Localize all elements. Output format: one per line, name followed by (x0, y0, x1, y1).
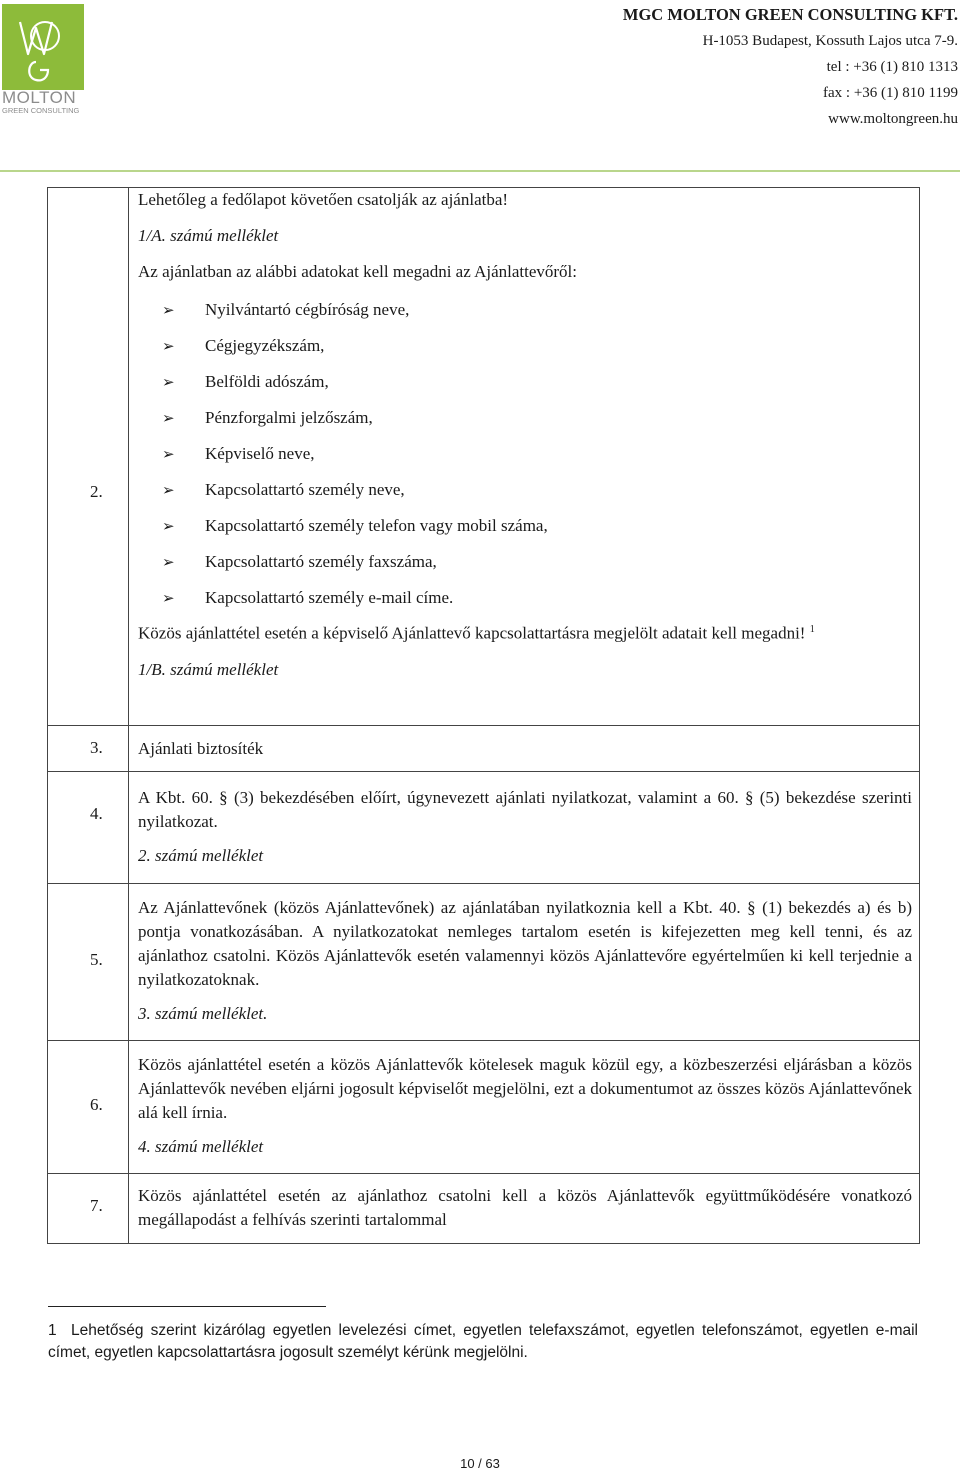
annex-reference: 1/A. számú melléklet (138, 226, 279, 245)
table-row (48, 1041, 920, 1174)
company-address: H-1053 Budapest, Kossuth Lajos utca 7-9. (702, 33, 958, 49)
requirements-table (47, 187, 920, 1244)
note-text: Lehetőleg a fedőlapot követően csatolják az ajánlatba! (138, 190, 509, 209)
company-name: MGC MOLTON GREEN CONSULTING KFT. (622, 5, 958, 24)
row-number: 4. (90, 804, 103, 823)
footnote-mark: 1 (48, 1322, 57, 1339)
annex-reference: 4. számú melléklet (138, 1137, 264, 1156)
row-content (129, 772, 920, 884)
company-fax: fax : +36 (1) 810 1199 (823, 85, 958, 101)
list-item: ➢ Cégjegyzékszám, (162, 328, 912, 364)
list-item: ➢ Kapcsolattartó személy telefon vagy mobil száma, (162, 508, 912, 544)
footnote-reference[interactable]: 1 (809, 624, 815, 635)
row-content (129, 1041, 920, 1174)
row-text: Közös ajánlattétel esetén a közös Ajánlattevők kötelesek maguk közül egy, a közbeszerzési eljárásban a közös Ajánlattevők nevében eljárni jogosult képviselőt megjelölni, ezt a dokumentumot az összes közös Ajánlattevőnek alá kell írnia. (138, 1055, 912, 1122)
logo-text: MOLTON (2, 88, 77, 107)
arrow-bullet-icon: ➢ (162, 409, 175, 427)
arrow-bullet-icon: ➢ (162, 589, 175, 607)
company-logo (0, 0, 86, 118)
arrow-bullet-icon: ➢ (162, 481, 175, 499)
row-number: 7. (90, 1196, 103, 1215)
intro-text: Az ajánlatban az alábbi adatokat kell megadni az Ajánlattevőről: (138, 262, 577, 281)
list-item: ➢ Kapcsolattartó személy faxszáma, (162, 544, 912, 580)
arrow-bullet-icon: ➢ (162, 553, 175, 571)
company-website[interactable]: www.moltongreen.hu (828, 111, 958, 127)
table-row (48, 772, 920, 884)
header-divider (0, 170, 960, 172)
table-row (48, 884, 920, 1041)
company-info (458, 2, 958, 132)
row-text: A Kbt. 60. § (3) bekezdésében előírt, úgynevezett ajánlati nyilatkozat, valamint a 60. § (5) bekezdése szerinti nyilatkozat. (138, 788, 912, 831)
table-row (48, 726, 920, 772)
annex-reference: 2. számú melléklet (138, 846, 264, 865)
row-number-cell (48, 726, 129, 772)
row-number-cell (48, 884, 129, 1041)
footnote-divider (48, 1306, 326, 1307)
arrow-bullet-icon: ➢ (162, 445, 175, 463)
footnote (48, 1320, 918, 1364)
company-tel: tel : +36 (1) 810 1313 (826, 59, 958, 75)
joint-bid-text: Közös ajánlattétel esetén a képviselő Ajánlattevő kapcsolattartásra megjelölt adatait kell megadni! $^1$ (138, 623, 815, 643)
arrow-bullet-icon: ➢ (162, 301, 175, 319)
table-row (48, 1174, 920, 1244)
arrow-bullet-icon: ➢ (162, 373, 175, 391)
row-number: 2. (90, 482, 103, 501)
page-number: 10 / 63 (460, 1456, 500, 1471)
row-text: Az Ajánlattevőnek (közös Ajánlattevőnek) az ajánlatában nyilatkoznia kell a Kbt. 40. § (1) bekezdés a) és b) pontja vonatkozásában. A nyilatkozatokat nemleges tartalom esetén is kifejezetten meg kell tenni, és az ajánlathoz csatolni. Közös Ajánlattevők esetén valamennyi közös Ajánlattevőre egyértelműen ki kell terjednie a nyilatkozatoknak. (138, 898, 912, 989)
footnote-text: Lehetőség szerint kizárólag egyetlen levelezési címet, egyetlen telefaxszámot, egyetlen telefonszámot, egyetlen e-mail címet, egyetlen kapcsolattartásra jogosult személyt kérünk megjelölni. (48, 1322, 918, 1361)
row-number-cell (48, 1174, 129, 1244)
list-item: ➢ Nyilvántartó cégbíróság neve, (162, 292, 912, 328)
logo-subtitle: GREEN CONSULTING (2, 106, 80, 115)
row-number: 5. (90, 950, 103, 969)
table-row (48, 188, 920, 726)
arrow-bullet-icon: ➢ (162, 337, 175, 355)
list-item: ➢ Képviselő neve, (162, 436, 912, 472)
annex-reference: 3. számú melléklet. (138, 1004, 268, 1023)
row-content (129, 1174, 920, 1244)
row-text: Közös ajánlattétel esetén az ajánlathoz csatolni kell a közös Ajánlattevők együttműködésére vonatkozó megállapodást a felhívás szerinti tartalommal (138, 1186, 912, 1229)
annex-reference: 1/B. számú melléklet (138, 659, 279, 679)
arrow-bullet-icon: ➢ (162, 517, 175, 535)
list-item: ➢ Kapcsolattartó személy neve, (162, 472, 912, 508)
row-content (129, 188, 920, 726)
required-data-list (138, 292, 912, 616)
row-number: 3. (90, 738, 103, 757)
row-number-cell (48, 188, 129, 726)
row-number: 6. (90, 1095, 103, 1114)
row-number-cell (48, 1041, 129, 1174)
row-number-cell (48, 772, 129, 884)
list-item: ➢ Belföldi adószám, (162, 364, 912, 400)
list-item: ➢ Pénzforgalmi jelzőszám, (162, 400, 912, 436)
row-content (129, 884, 920, 1041)
logo-mark (2, 4, 84, 90)
row-text: Ajánlati biztosíték (138, 739, 264, 758)
row-content (129, 726, 920, 772)
list-item: ➢ Kapcsolattartó személy e-mail címe. (162, 580, 912, 616)
